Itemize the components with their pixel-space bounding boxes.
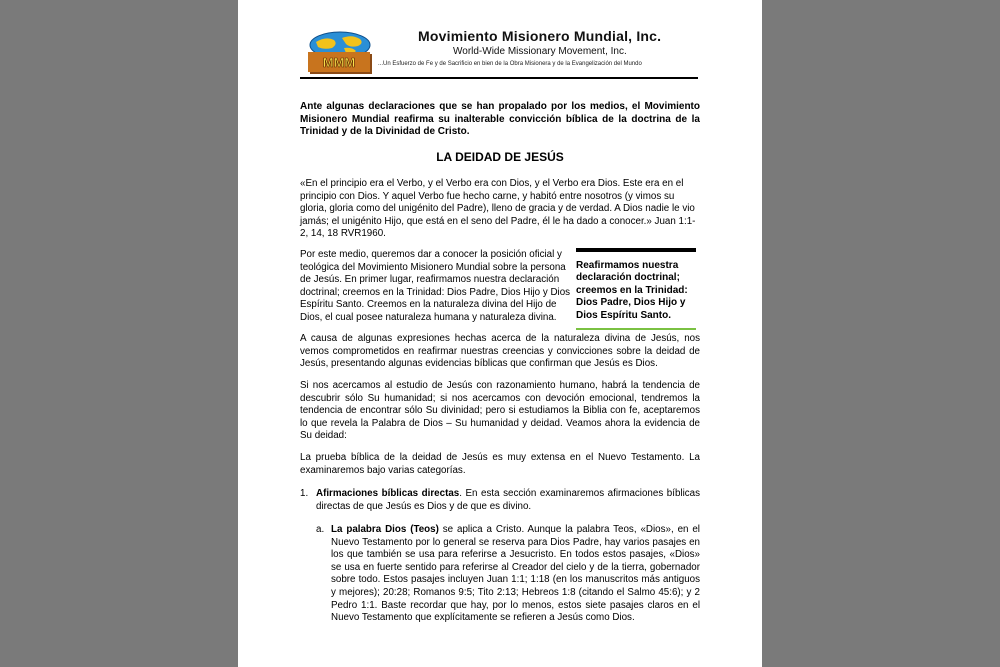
list-number: 1.: [300, 488, 309, 499]
org-name-english: World-Wide Missionary Movement, Inc.: [453, 46, 627, 57]
paragraph-evidence: La prueba bíblica de la deidad de Jesús es muy extensa en el Nuevo Testamento. La examinaremos bajo varias categorías.: [300, 452, 700, 476]
paragraph-expressions: A causa de algunas expresiones hechas acerca de la naturaleza divina de Jesús, nos vemos comprometidos en reafirmar nuestras creencias y convicciones sobre la deidad de Jesús, presentando algunas evidencias bíblicas que confirman que Jesús es Dios.: [300, 333, 700, 370]
paragraph-position: Por este medio, queremos dar a conocer la posición oficial y teológica del Movimiento Misionero Mundial sobre la persona de Jesús. En primer lugar, reafirmamos nuestra declaración doctrinal; creemos en la Trinidad: Dios Padre, Dios Hijo y Dios Espíritu Santo. Creemos en la naturaleza divina del Hijo de Dios, el cual posee naturaleza humana y naturaleza divina.: [300, 249, 571, 323]
svg-text:MMM: MMM: [322, 55, 356, 70]
pull-quote-bottom-bar: [576, 328, 696, 330]
paragraph-study: Si nos acercamos al estudio de Jesús con razonamiento humano, habrá la tendencia de descubrir sólo Su humanidad; si nos acercamos con devoción emocional, tendremos la tendencia de encontrar sólo Su divinidad; pero si estudiamos la Biblia con fe, aceptaremos lo que revela la Palabra de Dios – Su humanidad y deidad. Veamos ahora la evidencia de Su deidad:: [300, 380, 700, 442]
list-item-body: [316, 488, 700, 513]
list-item-title: Afirmaciones bíblicas directas: [316, 488, 460, 499]
sub-item-letter: a.: [316, 524, 325, 535]
section-heading: LA DEIDAD DE JESÚS: [436, 150, 564, 164]
sub-item-title: La palabra Dios (Teos): [331, 524, 439, 535]
sub-item-body: [331, 524, 700, 625]
mmm-globe-logo: [308, 30, 376, 78]
document-page: [238, 0, 762, 667]
header-divider: [300, 77, 698, 79]
pull-quote-text: Reafirmamos nuestra declaración doctrinal; creemos en la Trinidad: Dios Padre, Dios Hijo y Dios Espíritu Santo.: [576, 260, 688, 321]
org-name: Movimiento Misionero Mundial, Inc.: [418, 28, 662, 44]
org-tagline: ...Un Esfuerzo de Fe y de Sacrificio en bien de la Obra Misionera y de la Evangelización del Mundo: [378, 61, 642, 67]
pull-quote: [576, 248, 696, 330]
list-item-text: . En esta sección examinaremos afirmaciones bíblicas directas de que Jesús es Dios y de que es divino.: [316, 488, 700, 512]
intro-statement: Ante algunas declaraciones que se han propalado por los medios, el Movimiento Misionero Mundial reafirma su inalterable convicción bíblica de la doctrina de la Trinidad y de la Divinidad de Cristo.: [300, 101, 700, 138]
scripture-quote: «En el principio era el Verbo, y el Verbo era con Dios, y el Verbo era Dios. Este era en el principio con Dios. Y aquel Verbo fue hecho carne, y habitó entre nosotros (y vimos su gloria, gloria como del unigénito del Padre), lleno de gracia y de verdad. A Dios nadie le vio jamás; el unigénito Hijo, que está en el seno del Padre, él le ha dado a conocer.» Juan 1:1-2, 14, 18 RVR1960.: [300, 178, 696, 240]
sub-item-text: se aplica a Cristo. Aunque la palabra Teos, «Dios», en el Nuevo Testamento por lo general se reserva para Dios Padre, hay varios pasajes en los que también se usa para referirse a Jesucristo. En todos estos pasajes, «Dios» se usa en fuerte sentido para referirse al Creador del cielo y de la tierra, gobernador sobre todo. Estos pasajes incluyen Juan 1:1; 1:18 (en los manuscritos más antiguos y mejores); 20:28; Romanos 9:5; Tito 2:13; Hebreos 1:8 (citando el Salmo 45:6); y 2 Pedro 1:1. Baste recordar que hay, por lo menos, estos siete pasajes claros en el Nuevo Testamento que explícitamente se refieren a Jesús como Dios.: [331, 524, 700, 624]
